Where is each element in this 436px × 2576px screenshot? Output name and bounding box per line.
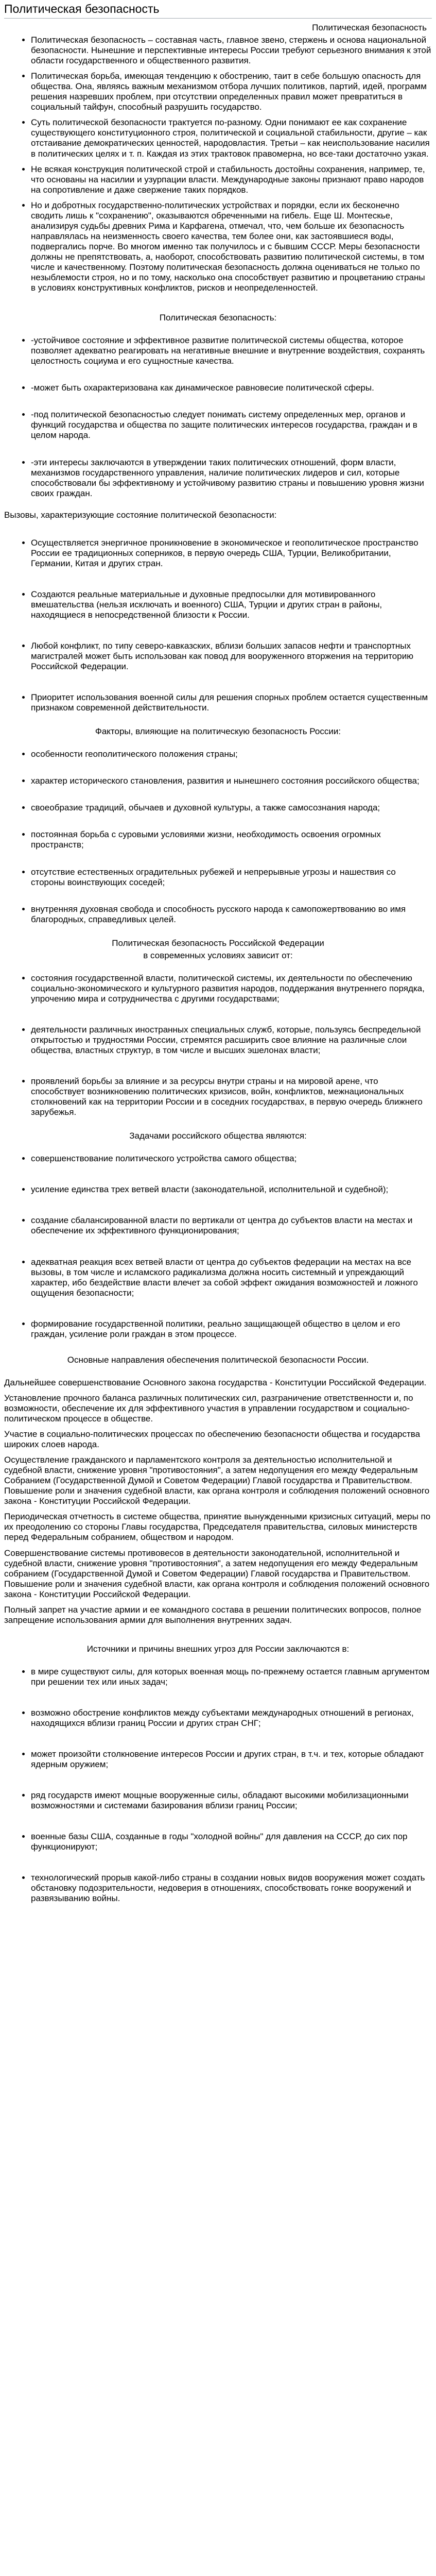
list-item: • Создаются реальные материальные и духовные предпосылки для мотивированного вмешательства (нельзя исключать и военного) США, Турции и других стран в районы, находящиеся в непосредственной близости к России. [31,589,432,620]
threats-list [20,538,432,714]
list-item: • проявлений борьбы за влияние и за ресурсы внутри страны и на мировой арене, что способствует возникновению политических кризисов, войн, конфликтов, межнациональных столкновений как на территории России и в соседних государствах, в первую очередь ближнего зарубежья. [31,1076,432,1117]
factors-list [20,749,432,924]
list-item: • деятельности различных иностранных специальных служб, которые, пользуясь беспредельной открытостью и трудностями России, стремятся расширить свое влияние на различные слои общества, властных структур, в том числе и высших эшелонах власти; [31,1025,432,1056]
list-item: • отсутствие естественных оградительных рубежей и непрерывные угрозы и нашествия со стороны воинствующих соседей; [31,867,432,888]
list-item: • внутренняя духовная свобода и способность русского народа к самопожертвованию во имя благородных, справедливых целей. [31,904,432,925]
list-item: • Осуществляется энергичное проникновение в экономическое и геополитическое пространство России ее традиционных соперников, в первую очередь США, Турции, Великобритании, Германии, Китая и других стран. [31,538,432,569]
list-item: • Любой конфликт, по типу северо-кавказских, вблизи больших запасов нефти и транспортных магистралей может быть использован как повод для вооруженного вторжения на территорию Российской Федерации. [31,641,432,672]
depends-list [20,973,432,1117]
list-item: • формирование государственной политики, реально защищающей общество в целом и его граждан, усиление роли граждан в этом процессе. [31,1319,432,1340]
section-heading: Политическая безопасность: [159,313,277,323]
list-item: • Приоритет использования военной силы для решения спорных проблем остается существенным признаком современной действительности. [31,692,432,713]
list-item: • создание сбалансированной власти по вертикали от центра до субъектов власти на местах и обеспечение их эффективного функционирования; [31,1215,432,1236]
page-title: Политическая безопасность [4,2,432,19]
section-heading: Вызовы, характеризующие состояние политической безопасности: [4,510,277,520]
paragraph: Дальнейшее совершенствование Основного закона государства - Конституции Российской Федерации. [4,1377,427,1387]
section-heading: Источники и причины внешних угроз для России заключаются в: [86,1643,350,1654]
paragraph: Участие в социально-политических процессах по обеспечению безопасности общества и государства широких слоев народа. [4,1429,421,1450]
paragraph: Полный запрет на участие армии и ее командного состава в решении политических вопросов, полное запрещение использования армии для выполнения внутренних задач. [4,1604,422,1625]
section-heading: Задачами российского общества являются: [129,1131,307,1141]
article-content [4,23,432,1904]
intro-heading: Политическая безопасность [312,23,427,32]
paragraph: Совершенствование системы противовесов в деятельности законодательной, исполнительной и судебной власти, снижение уровня "противостояния", а затем недопущения его между Федеральным собранием (Государственной Думой и Советом Федерации) Главой государства и Правительством. Повышение роли и значения судебной власти, как органа контроля и соблюдения положений основного закона - Конституции Российской Федерации. [4,1548,430,1599]
section-heading-line2: в современных условиях зависит от: [143,950,293,960]
list-item: • возможно обострение конфликтов между субъектами международных отношений в регионах, находящихся вблизи границ России и других стран СНГ; [31,1708,432,1728]
list-item: • в мире существуют силы, для которых военная мощь по-прежнему остается главным аргументом при решении тех или иных задач; [31,1667,432,1687]
list-item: • адекватная реакция всех ветвей власти от центра до субъектов федерации на местах на все вызовы, в том числе и исламского радикализма должна носить системный и упреждающий характер, ибо бездействие власти влечет за собой эффект ожидания возможностей и ложного ощущения безопасности; [31,1257,432,1298]
essence-list [20,335,432,499]
ensure-paragraphs [4,1378,432,1625]
paragraph: Осуществление гражданского и парламентского контроля за деятельностью исполнительной и судебной власти, снижение уровня "противостояния", а затем недопущения его между Федеральным Собранием (Государственной Думой и Советом Федерации) Главой государства и Правительством. Повышение роли и значения судебной власти, как органа контроля и соблюдения положений основного закона - Конституции Российской Федерации. [4,1455,430,1506]
list-item: • совершенствование политического устройства самого общества; [31,1154,432,1164]
list-item: • -эти интересы заключаются в утверждении таких политических отношений, форм власти, механизмов государственного управления, наличие политических лидеров и сил, которые способствовали бы эффективному и устойчивому развитию страны и повышению уровня жизни своих граждан. [31,457,432,499]
list-item: • усиление единства трех ветвей власти (законодательной, исполнительной и судебной); [31,1184,432,1195]
section-heading: Факторы, влияющие на политическую безопасность России: [95,726,341,737]
list-item: • Суть политической безопасности трактуется по-разному. Одни понимают ее как сохранение существующего конституционного строя, политической и социальной стабильности, другие – как отстаивание демократических ценностей, народовластия. Третьи – как неиспользование насилия в политических целях и т. п. Каждая из этих трактовок правомерна, но все-таки достаточно узкая. [31,117,432,159]
list-item: • Не всякая конструкция политической строй и стабильность достойны сохранения, например, те, что основаны на насилии и узурпации власти. Международные законы признают право народов на сопротивление и даже свержение таких порядков. [31,164,432,195]
list-item: • Политическая безопасность – составная часть, главное звено, стержень и основа национальной безопасности. Нынешние и перспективные интересы России требуют серьезного внимания к этой области государственного и общественного развития. [31,35,432,66]
list-item: • технологический прорыв какой-либо страны в создании новых видов вооружения может создать обстановку подозрительности, недоверия в отношениях, способствовать гонке вооружений и развязыванию войны. [31,1873,432,1904]
list-item: • -под политической безопасностью следует понимать систему определенных мер, органов и функций государства и общества по защите политических интересов государства, граждан и в целом народа. [31,410,432,440]
list-item: • может произойти столкновение интересов России и других стран, в т.ч. и тех, которые обладают ядерным оружием; [31,1749,432,1770]
intro-list [20,35,432,293]
section-heading: Основные направления обеспечения политической безопасности России. [67,1354,369,1365]
list-item: • ряд государств имеют мощные вооруженные силы, обладают высокими мобилизационными возможностями и системами базирования вблизи границ России; [31,1790,432,1811]
list-item: • Но и добротных государственно-политических устройствах и порядки, если их бесконечно сводить лишь к "сохранению", оказываются обреченными на гибель. Еще Ш. Монтескье, анализируя судьбы древних Рима и Карфагена, отмечал, что, чем больше их безопасность направлялась на неизменность своего качества, тем более они, как застоявшиеся воды, подвергались порче. Во многом именно так получилось и с бывшим СССР. Меры безопасности должны не препятствовать, а, наоборот, способствовать развитию политической системы, в том числе и качественному. Поэтому политическая безопасность должна оцениваться не только по незыблемости строя, но и по тому, насколько она способствует развитию и процветанию страны в условиях конструктивных конфликтов, рисков и неопределенностей. [31,200,432,293]
tasks-list [20,1154,432,1339]
paragraph: Периодическая отчетность в системе общества, принятие вынужденными кризисных ситуаций, меры по их преодолению со стороны Главы государства, Председателя правительства, силовых министерств перед Федеральным собранием, обществом и народом. [4,1512,431,1543]
list-item: • Политическая борьба, имеющая тенденцию к обострению, таит в себе большую опасность для общества. Она, являясь важным механизмом отбора лучших политиков, партий, идей, программ решения назревших проблем, при отсутствии определенных правил может превратиться в социальный тайфун, способный разрушить государство. [31,71,432,112]
list-item: • характер исторического становления, развития и нынешнего состояния российского общества; [31,776,432,786]
paragraph: Установление прочного баланса различных политических сил, разграничение ответственности и, по возможности, обеспечение их для эффективного участия в управлении государством и социально-политическом процессе в обществе. [4,1393,413,1423]
list-item: • постоянная борьба с суровыми условиями жизни, необходимость освоения огромных пространств; [31,829,432,850]
section-heading-line1: Политическая безопасность Российской Федерации [112,938,324,948]
sources-list [20,1667,432,1904]
list-item: • -может быть охарактеризована как динамическое равновесие политической сферы. [31,383,432,393]
list-item: • -устойчивое состояние и эффективное развитие политической системы общества, которое позволяет адекватно реагировать на негативные внешние и внутренние воздействия, сохранять целостность социума и его сущностные качества. [31,335,432,366]
list-item: • состояния государственной власти, политической системы, их деятельности по обеспечению социально-экономического и культурного развития народов, поддержания внутреннего порядка, упрочению мира и сотрудничества с другими государствами; [31,973,432,1004]
list-item: • особенности геополитического положения страны; [31,749,432,759]
list-item: • своеобразие традиций, обычаев и духовной культуры, а также самосознания народа; [31,803,432,813]
list-item: • военные базы США, созданные в годы "холодной войны" для давления на СССР, до сих пор функционируют; [31,1832,432,1852]
